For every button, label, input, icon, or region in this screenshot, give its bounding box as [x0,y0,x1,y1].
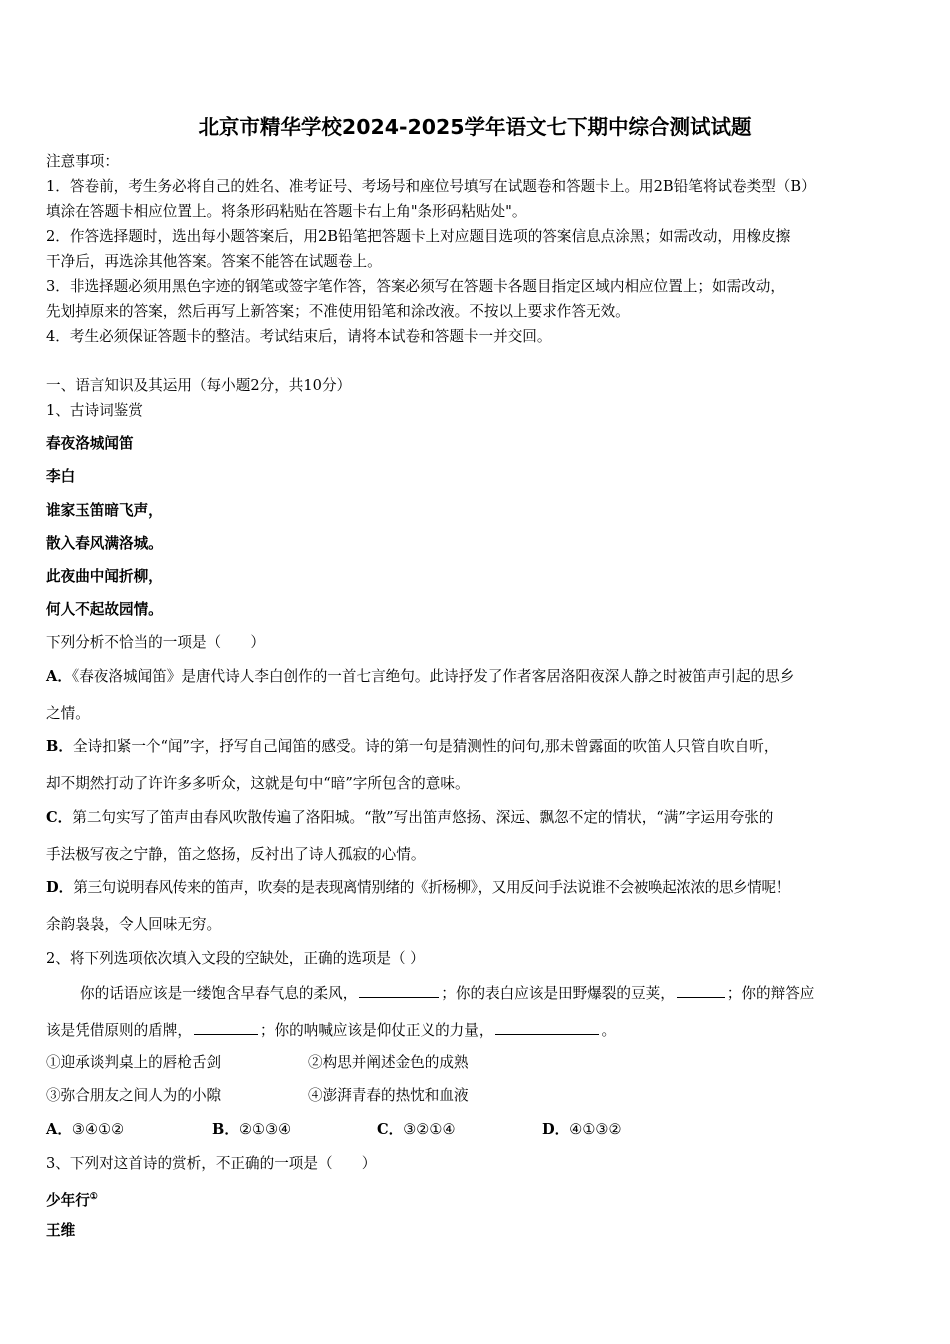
option-c-line2: 手法极写夜之宁静，笛之悠扬，反衬出了诗人孤寂的心情。 [46,846,426,863]
option-c-line1 [46,808,773,828]
question-1-stem: 下列分析不恰当的一项是（ ） [46,634,265,651]
option-text: 第二句实写了笛声由春风吹散传遍了洛阳城。“散”写出笛声悠扬、深远、飘忽不定的情状，“满”字运用夸张的 [72,809,774,826]
poem-title [46,1187,98,1211]
passage-segment: ；你的呐喊应该是仰仗正义的力量， [259,1022,494,1039]
question-2-text-line2 [46,1020,616,1041]
poem-line: 此夜曲中闻折柳， [46,568,163,585]
notice-line: 干净后，再选涂其他答案。答案不能答在试题卷上。 [46,253,382,270]
passage-segment: ；你的表白应该是田野爆裂的豆荚， [441,985,675,1002]
notice-line: 3．非选择题必须用黑色字迹的钢笔或签字笔作答，答案必须写在答题卡各题目指定区域内相应位置上；如需改动， [46,278,785,295]
choice-item: ④澎湃青春的热忱和血液 [308,1087,469,1104]
option-text: 第三句说明春风传来的笛声，吹奏的是表现离情别绪的《折杨柳》，又用反问手法说谁不会被唤起浓浓的思乡情呢！ [73,879,790,896]
notice-line: 先划掉原来的答案，然后再写上新答案；不准使用铅笔和涂改液。不按以上要求作答无效。 [46,303,630,320]
page-title: 北京市精华学校2024-2025学年语文七下期中综合测试试题 [198,115,752,139]
question-2-text-line1 [80,983,814,1004]
option-b-line1 [46,737,778,757]
option-a-line1 [46,667,794,687]
option-label: C． [377,1121,404,1138]
passage-segment: 你的话语应该是一缕饱含早春气息的柔风， [80,985,358,1002]
option-value: ③④①② [71,1121,125,1138]
choice-item: ②构思并阐述金色的成熟 [308,1054,469,1071]
poem-line: 散入春风满洛城。 [46,535,163,552]
choice-item: ①迎承谈判桌上的唇枪舌剑 [46,1054,222,1071]
poem-author: 李白 [46,468,76,485]
option-b-line2: 却不期然打动了许许多多听众，这就是句中“暗”字所包含的意味。 [46,775,470,792]
option-label: B． [46,738,73,755]
notice-line: 填涂在答题卡相应位置上。将条形码粘贴在答题卡右上角"条形码粘贴处"。 [46,203,527,220]
option-label: D． [542,1121,570,1138]
answer-blank [359,983,439,998]
option-label: A． [46,668,72,685]
choice-item: ③弥合朋友之间人为的小隙 [46,1087,222,1104]
poem-line: 谁家玉笛暗飞声， [46,502,163,519]
poem-line: 何人不起故园情。 [46,601,163,618]
option-label: C． [46,809,73,826]
option-label: D． [46,879,74,896]
passage-segment: ；你的辩答应 [726,985,815,1002]
answer-option-c [377,1120,456,1140]
answer-option-d [542,1120,622,1140]
poem-title: 春夜洛城闻笛 [46,435,134,452]
answer-option-a [46,1120,124,1140]
passage-segment: 该是凭借原则的盾牌， [46,1022,192,1039]
option-text: 全诗扣紧一个“闻”字，抒写自己闻笛的感受。诗的第一句是猜测性的问句,那未曾露面的吹笛人只管自吹自听， [72,738,779,755]
notice-line: 1．答卷前，考生务必将自己的姓名、准考证号、考场号和座位号填写在试题卷和答题卡上。用2B铅笔将试卷类型（B） [46,178,816,195]
option-a-line2: 之情。 [46,705,90,722]
option-value: ④①③② [569,1121,622,1138]
section-heading: 一、语言知识及其运用（每小题2分，共10分） [46,377,352,394]
option-label: A． [46,1121,72,1138]
answer-option-b [212,1120,291,1140]
option-d-line2: 余韵袅袅，令人回味无穷。 [46,916,222,933]
answer-blank [495,1020,599,1035]
passage-segment: 。 [601,1022,617,1039]
option-label: B． [212,1121,239,1138]
question-2-label: 2、将下列选项依次填入文段的空缺处，正确的选项是（ ） [46,950,425,967]
notice-line: 2．作答选择题时，选出每小题答案后，用2B铅笔把答题卡上对应题目选项的答案信息点涂黑；如需改动，用橡皮擦 [46,228,791,245]
notice-heading: 注意事项： [46,153,119,170]
option-text: 《春夜洛城闻笛》是唐代诗人李白创作的一首七言绝句。此诗抒发了作者客居洛阳夜深人静之时被笛声引起的思乡 [71,668,795,685]
option-value: ②①③④ [238,1121,292,1138]
option-value: ③②①④ [403,1121,456,1138]
footnote-marker: ① [89,1192,98,1202]
question-3-label: 3、下列对这首诗的赏析，不正确的一项是（ ） [46,1155,377,1172]
question-1-label: 1、古诗词鉴赏 [46,402,143,419]
notice-line: 4．考生必须保证答题卡的整洁。考试结束后，请将本试卷和答题卡一并交回。 [46,328,552,345]
poem-author: 王维 [46,1222,76,1239]
poem-title-text: 少年行 [46,1191,90,1209]
answer-blank [677,983,725,998]
answer-blank [194,1020,258,1035]
option-d-line1 [46,878,790,898]
